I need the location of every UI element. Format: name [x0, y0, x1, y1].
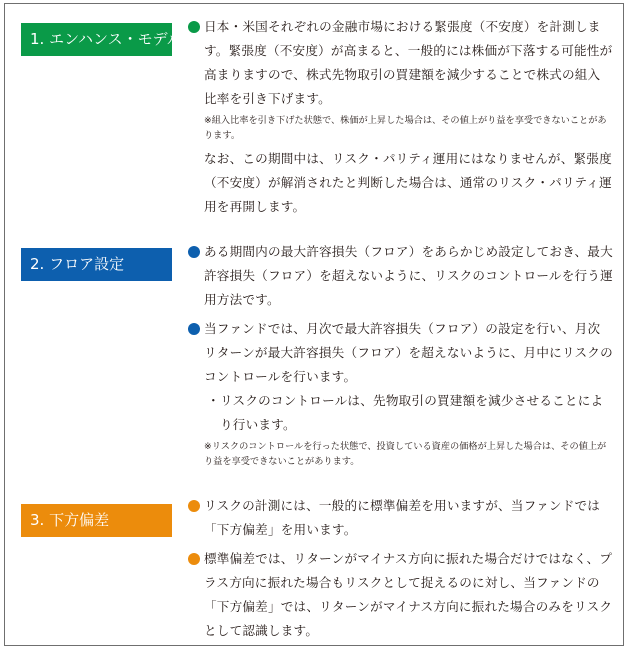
- paragraph: [188, 147, 613, 219]
- paragraph: [188, 494, 613, 542]
- paragraph: [188, 547, 613, 643]
- green-bullet-icon: [188, 21, 200, 33]
- section-label-floor-setting: 2. フロア設定: [21, 248, 172, 281]
- paragraph-text: 当ファンドでは、月次で最大許容損失（フロア）の設定を行い、月次リターンが最大許容損失（フロア）を超えないように、月中にリスクのコントロールを行います。: [204, 321, 613, 384]
- paragraph-text: なお、この期間中は、リスク・パリティ運用にはなりませんが、緊張度（不安度）が解消されたと判断した場合は、通常のリスク・パリティ運用を再開します。: [204, 151, 612, 214]
- paragraph: [188, 240, 613, 312]
- paragraph-text: ある期間内の最大許容損失（フロア）をあらかじめ設定しておき、最大許容損失（フロア）を超えないように、リスクのコントロールを行う運用方法です。: [204, 244, 613, 307]
- blue-bullet-icon: [188, 323, 200, 335]
- footnote: ※組入比率を引き下げた状態で、株価が上昇した場合は、その値上がり益を享受できないことがあります。: [204, 115, 607, 141]
- paragraph-text: リスクの計測には、一般的に標準偏差を用いますが、当ファンドでは「下方偏差」を用います。: [204, 498, 601, 537]
- footnote: ※リスクのコントロールを行った状態で、投資している資産の価格が上昇した場合は、その値上がり益を享受できないことがあります。: [204, 441, 607, 467]
- paragraph-text: 日本・米国それぞれの金融市場における緊張度（不安度）を計測します。緊張度（不安度）が高まると、一般的には株価が下落する可能性が高まりますので、株式先物取引の買建額を減少することで株式の組入比率を引き下げます。: [204, 19, 613, 106]
- section-label-enhance-model: 1. エンハンス・モデル: [21, 23, 172, 56]
- sub-item-text: リスクのコントロールは、先物取引の買建額を減少させることにより行います。: [220, 393, 604, 432]
- paragraph-text: 標準偏差では、リターンがマイナス方向に振れた場合だけではなく、プラス方向に振れた場合もリスクとして捉えるのに対し、当ファンドの「下方偏差」では、リターンがマイナス方向に振れた場合のみをリスクとして認識します。: [204, 551, 613, 638]
- explanation-frame: [4, 3, 624, 646]
- sub-item: [188, 389, 613, 437]
- paragraph: [188, 317, 613, 389]
- section-label-downside-deviation: 3. 下方偏差: [21, 504, 172, 537]
- sub-item-marker: ・: [207, 393, 220, 408]
- paragraph: [188, 15, 613, 111]
- orange-bullet-icon: [188, 553, 200, 565]
- blue-bullet-icon: [188, 246, 200, 258]
- orange-bullet-icon: [188, 500, 200, 512]
